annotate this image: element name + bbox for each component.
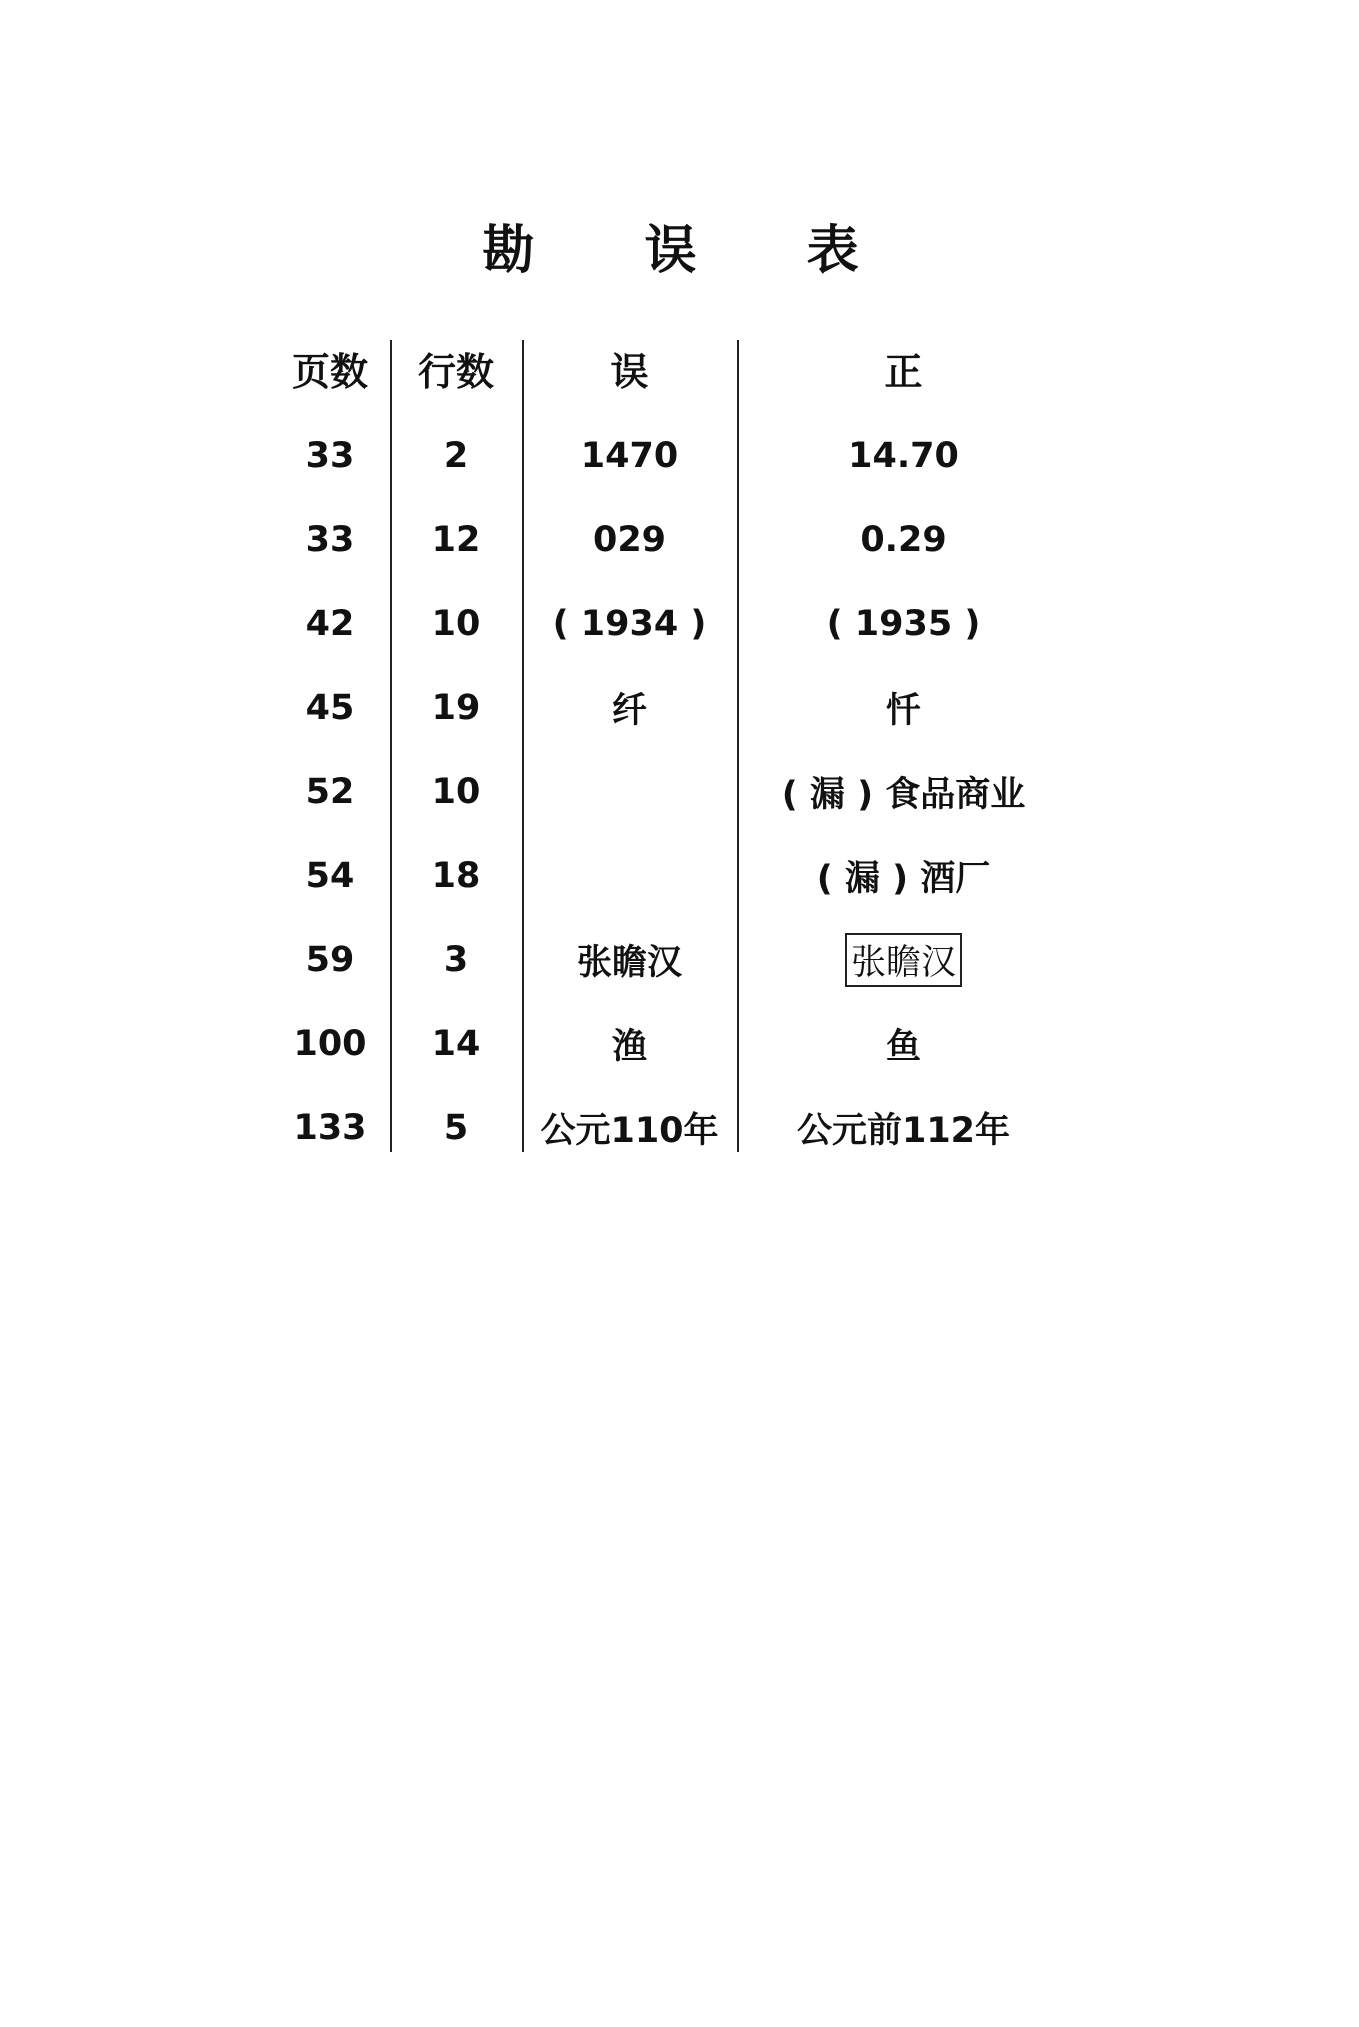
errata-table [270, 322, 1070, 1170]
cell-page: 59 [305, 940, 355, 980]
cell-wrong: 渔 [611, 1027, 647, 1067]
cell-line: 10 [431, 772, 481, 812]
cell-wrong: 张瞻汉 [576, 943, 682, 983]
table-row [270, 834, 1070, 918]
cell-line: 5 [443, 1108, 469, 1148]
cell-page: 54 [305, 856, 355, 896]
cell-right: 公元前112年 [796, 1111, 1011, 1151]
cell-wrong: 公元110年 [540, 1111, 719, 1151]
cell-line: 10 [431, 604, 481, 644]
cell-right: 忏 [885, 691, 921, 731]
cell-right: 0.29 [860, 520, 947, 560]
table-row [270, 750, 1070, 834]
table-row [270, 414, 1070, 498]
cell-line: 18 [431, 856, 481, 896]
page-title: 勘 误 表 [482, 221, 905, 281]
cell-right: 鱼 [885, 1027, 921, 1067]
table-row [270, 1002, 1070, 1086]
cell-wrong: ( 1934 ) [552, 604, 707, 644]
cell-line: 3 [443, 940, 469, 980]
cell-line: 2 [443, 436, 469, 476]
cell-wrong [522, 750, 737, 834]
table-row [270, 498, 1070, 582]
cell-wrong: 029 [592, 520, 667, 560]
cell-page: 52 [305, 772, 355, 812]
header-right: 正 [884, 349, 923, 394]
cell-page: 100 [293, 1024, 367, 1064]
cell-wrong [522, 834, 737, 918]
header-wrong: 误 [610, 349, 649, 394]
cell-page: 33 [305, 436, 355, 476]
table-header-row [270, 322, 1070, 414]
header-page: 页数 [291, 349, 368, 394]
cell-wrong: 纤 [611, 691, 647, 731]
cell-right [737, 918, 1070, 1002]
cell-page: 45 [305, 688, 355, 728]
cell-right: 14.70 [848, 436, 959, 476]
boxed-correction: 张瞻汉 [845, 933, 962, 987]
header-line: 行数 [417, 349, 494, 394]
table-row [270, 582, 1070, 666]
table-row [270, 918, 1070, 1002]
cell-page: 133 [293, 1108, 367, 1148]
cell-page: 33 [305, 520, 355, 560]
cell-line: 19 [431, 688, 481, 728]
cell-wrong: 1470 [580, 436, 679, 476]
cell-right: ( 漏 ) 食品商业 [781, 775, 1026, 815]
table-row [270, 666, 1070, 750]
cell-right: ( 漏 ) 酒厂 [816, 859, 991, 899]
cell-line: 14 [431, 1024, 481, 1064]
cell-page: 42 [305, 604, 355, 644]
table-row [270, 1086, 1070, 1170]
cell-right: ( 1935 ) [826, 604, 981, 644]
cell-line: 12 [431, 520, 481, 560]
